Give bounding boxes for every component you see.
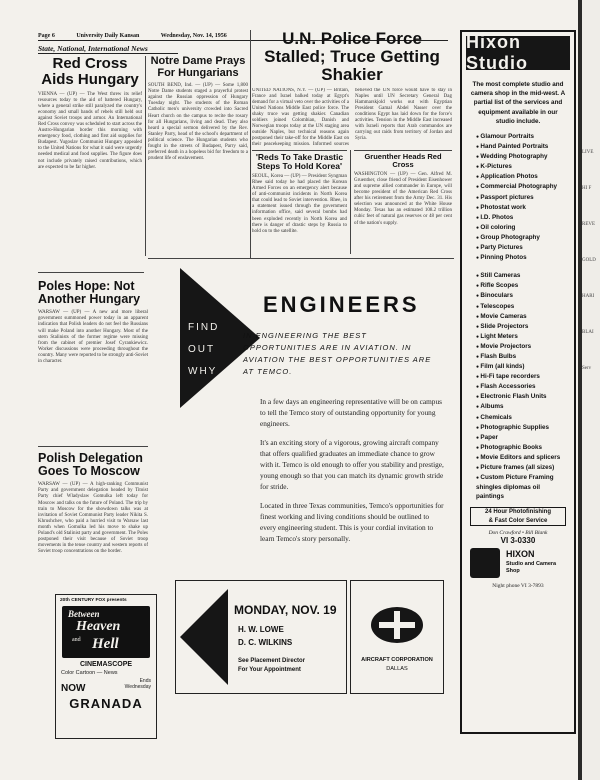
body-korea: SEOUL, Korea — (UP) — President Syngman Rhee said today he had placed the Korean Armed Forces on an emergency alert because of anti-communist incidents in North Korea that could lead to Soviet intervention. Rhee, in a statement issued through the government information office, said several bombs had been exploded recently in North Korea and there is danger of drastic steps by Russia to hold on to the satellite. [252,173,347,234]
next-page-fragment: LIVE [582,150,594,155]
placement-line: See Placement Director [238,658,306,664]
temco-logo-box [350,580,444,694]
hixon-equipment-item: ● Light Meters [476,332,568,342]
engineers-paragraph-1: In a few days an engineering representative will be on campus to tell the Temco story of outstanding opportunity for young engineers. [260,397,442,428]
movie-title-heaven: Heaven [76,619,121,634]
next-page-fragment: BLAI [582,330,594,335]
hixon-footer-name: HIXON [506,549,535,560]
next-page-fragment: HARI [582,294,595,299]
movie-title-between: Between [68,609,100,619]
granada-movie-ad [55,594,157,739]
hixon-equipment-item: ● Slide Projectors [476,322,568,332]
hixon-equipment-item: ● Flash Bulbs [476,352,568,362]
headline-notre-dame: Notre Dame Prays For Hungarians [150,56,246,79]
hixon-service-item: ● Commercial Photography [476,182,568,192]
hixon-intro: The most complete studio and camera shop in the mid-west. A partial list of the services and equipment available in our studio include. [470,81,566,125]
page-number: Page 6 [38,33,55,39]
recruiter-1: H. W. LOWE [238,625,284,634]
hixon-hours-2: & Fast Color Service [488,517,548,524]
movie-title-and: and [72,637,81,643]
hixon-equipment-item: ● Photographic Books [476,443,568,453]
hixon-service-item: ● Glamour Portraits [476,132,568,142]
temco-logo-icon [369,605,425,645]
small-arrow-icon [180,589,228,685]
hixon-equipment-item: ● Hi-Fi tape recorders [476,372,568,382]
recruiter-2: D. C. WILKINS [238,638,293,647]
hixon-equipment-item: ● Albums [476,402,568,412]
body-red-cross: VIENNA — (UP) — The West threw its relief resources today to the aid of battered Hungary, where a general strike still paralyzed the country's economy and small bands of rebels still held out against Soviet troops and armor. An International Red Cross convoy was scheduled to start across the Austro-Hungarian border this morning with emergency food, clothing and first aid supplies for Budapest. Yugoslav Communist Hungary appealed to the United Nations for what it said were urgently needed medical and food supplies. The figure does not include privately raised contributions, which are expected to be far higher. [38,91,142,170]
camera-man-icon [470,548,500,578]
hixon-service-item: ● Oil coloring [476,223,568,233]
out-label: OUT [188,344,216,355]
hixon-equipment-item: ● Movie Cameras [476,312,568,322]
engineers-headline: ENGINEERS [263,292,420,317]
hixon-title: Hixon Studio [466,32,528,73]
headline-red-cross: Red Cross Aids Hungary [41,56,139,88]
body-polish-delegation: WARSAW — (UP) — A high-ranking Communist Party and government delegation headed by Titoist Party chief Wladyslaw Gomulka left today for Moscow and talks on the future of Poland. The trip by train to Moscow for the showdown talks was at invitation of Soviet Communist Party leader Nikita S. Khrushchev, who paid a hurried visit to Warsaw last month when Gomulka led his move to shake up Poland's old Stalinist party and government. The Poles postponed their visit because of Soviet troop movements in the tense country and western reports of Soviet troop concentrations on the border. [38,482,148,555]
movie-title-art [62,606,150,658]
hixon-equipment-item: ● Still Cameras [476,271,568,281]
movie-ends: Ends Wednesday [124,678,151,690]
why-label: WHY [188,366,218,377]
hixon-service-item: ● Passport pictures [476,193,568,203]
hixon-equipment-item: ● Flash Accessories [476,382,568,392]
hixon-service-item: ● I.D. Photos [476,213,568,223]
issue-date: Wednesday, Nov. 14, 1956 [160,33,227,39]
engineers-tagline: IN ENGINEERING THE BEST OPPORTUNITIES ARE IN AVIATION. IN AVIATION THE BEST OPPORTUNITIES ARE AT TEMCO. [243,331,432,376]
headline-gruenther: Gruenther Heads Red Cross [364,152,442,169]
hixon-equipment-item: ● Movie Projectors [476,342,568,352]
hixon-service-item: ● Hand Painted Portraits [476,142,568,152]
appointment-line: For Your Appointment [238,667,301,673]
hixon-service-item: ● K-Pictures [476,162,568,172]
hixon-footer-sub: Studio and Camera Shop [506,561,557,575]
hixon-title-bar [466,32,570,73]
next-page-fragment: REVE [582,222,596,227]
article-notre-dame [148,56,248,256]
paper-name: University Daily Kansan [76,33,140,39]
article-gruenther [354,150,452,255]
find-label: FIND [188,322,220,333]
engineers-copy [260,396,446,552]
hixon-service-item: ● Application Photos [476,172,568,182]
temco-city: DALLAS [386,666,408,672]
section-rule [38,272,144,273]
movie-title-hell: Hell [92,636,119,652]
hixon-service-item: ● Party Pictures [476,243,568,253]
column-rule [145,56,146,256]
hixon-equipment-item: ● Custom Picture Framing shingles diplomas oil paintings [476,473,568,501]
hixon-equipment-item: ● Paper [476,433,568,443]
hixon-equipment-item: ● Electronic Flash Units [476,392,568,402]
section-rule [38,446,148,447]
section-rule [148,258,454,259]
hixon-service-box [470,507,566,526]
headline-polish-delegation: Polish Delegation Goes To Moscow [38,452,143,479]
movie-now: NOW [61,683,86,694]
hixon-service-item: ● Wedding Photography [476,152,568,162]
hixon-equipment-item: ● Chemicals [476,413,568,423]
hixon-equipment-item: ● Rifle Scopes [476,281,568,291]
hixon-equipment-item: ● Telescopes [476,302,568,312]
hixon-hours-1: 24 Hour Photofinishing [485,509,551,516]
cinemascope-label: CINEMASCOPE [79,661,133,668]
hixon-service-item: ● Photostat work [476,203,568,213]
movie-extras: Color Cartoon — News [61,670,118,676]
recruit-date: MONDAY, NOV. 19 [234,603,337,617]
body-notre-dame: SOUTH BEND, Ind. — (UP) — Some 1,800 Notre Dame students staged a prayerful protest against the Russian oppression of Hungary Tuesday night. The students of the Roman Catholic men's university crowded into Sacred Heart church on the campus to recite the rosary for all Hungarians, living and dead. They also heard a special sermon delivered by the Rev. Stanley Parry, head of the school's department of political science. The Hungarian students who fought in the streets of Budapest, Parry said, preferred death in a hopeless bid for freedom to a prudent life of enslavement. [148,83,248,162]
hixon-services-list [462,130,574,265]
hixon-equipment-item: ● Film (all kinds) [476,362,568,372]
hixon-equipment-item: ● Movie Editors and splicers [476,453,568,463]
hixon-phone: VI 3-0330 [500,536,536,546]
movie-studio: 20th CENTURY FOX presents [60,598,127,603]
hixon-equipment-item: ● Picture frames (all sizes) [476,463,568,473]
next-page-fragment: GOLD [582,258,596,263]
temco-company: AIRCRAFT CORPORATION [361,657,433,663]
engineers-paragraph-3: Located in three Texas communities, Temco's opportunities for finest working and living conditions should be outlined to every engineering student. This is your cordial invitation to learn Temco's story personally. [260,501,444,543]
hixon-equipment-list [462,265,574,503]
hixon-service-item: ● Pinning Photos [476,253,568,263]
hixon-studio-ad [460,30,576,734]
article-korea [252,150,347,255]
temco-appointment-box [175,580,347,694]
article-poles [38,280,148,442]
hixon-footer [470,547,566,581]
headline-un-police: U.N. Police Force Stalled; Truce Getting Shakier [264,30,440,84]
hixon-equipment-item: ● Binoculars [476,291,568,301]
movie-showing [56,678,156,693]
next-page-edge [582,0,600,780]
headline-korea: 'Reds To Take Drastic Steps To Hold Korea' [255,152,344,171]
hixon-service-item: ● Group Photography [476,233,568,243]
section-label: State, National, International News [38,44,178,54]
column-rule [250,30,251,258]
next-page-fragment: Serv [582,366,592,371]
column-rule [350,150,351,254]
hixon-owners: Don Crawford • Bill Blank [488,530,548,537]
body-gruenther: WASHINGTON — (UP) — Gen. Alfred M. Gruenther, close friend of President Eisenhower and supreme allied commander in Europe, will become president of the American Red Cross after his retirement from the Army Dec. 31. His selection was announced at the White House Monday. Texas has an estimated 108.2 trillion cubic feet of natural gas reserves or 48 per cent of the nation's supply. [354,171,452,226]
hixon-night-phone: Night phone VI 3-7893 [492,583,544,590]
body-un-police: UNITED NATIONS, N.Y. — (UP) — Britain, France and Israel balked today at Egypt's demand for a virtual veto over the activities of a United Nations Middle East police force. The shaky truce was getting shakier. Canadian soldiers joined Colombian, Danish and Norwegian troops today at the UN staging area outside Naples, but technical reasons again postponed their take-off for the Middle East on their peacekeeping mission. Informed sources believed the UN force would have to stay in Naples until UN Secretary General Dag Hammarskjold works out with Egyptian President Gamal Abdel Nasser over the conditions Egypt has laid down for the force's activities. Tension in the Middle East increased with Israeli reports that Arab commandos are carrying out raids from territory of Jordan and Syria. [252,87,452,148]
temco-engineers-ad [160,268,450,744]
theater-name: GRANADA [69,696,143,711]
article-polish-delegation [38,452,148,590]
article-red-cross [38,56,142,268]
next-page-fragment: HI F [582,186,592,191]
engineers-paragraph-2: It's an exciting story of a vigorous, growing aircraft company that offers qualified graduates an immediate chance to grow with it. Temco is old enough to offer you stability and prestige, young enough so that you can match its dynamic growth stride for stride. [260,438,444,491]
hixon-equipment-item: ● Photographic Supplies [476,423,568,433]
headline-poles: Poles Hope: Not Another Hungary [38,280,141,307]
body-poles: WARSAW — (UP) — A new and more liberal government summoned power today in an apparent indication that Polish leaders do not feel the Russians will make Poland into another Hungary. Most of the stern Stalinists of the former regime were missing from the cabinet of premier Josef Cyrankiewicz. Worker discussions were proceeding throughout the country. Many were reported to be strongly anti-Soviet in character. [38,310,148,364]
